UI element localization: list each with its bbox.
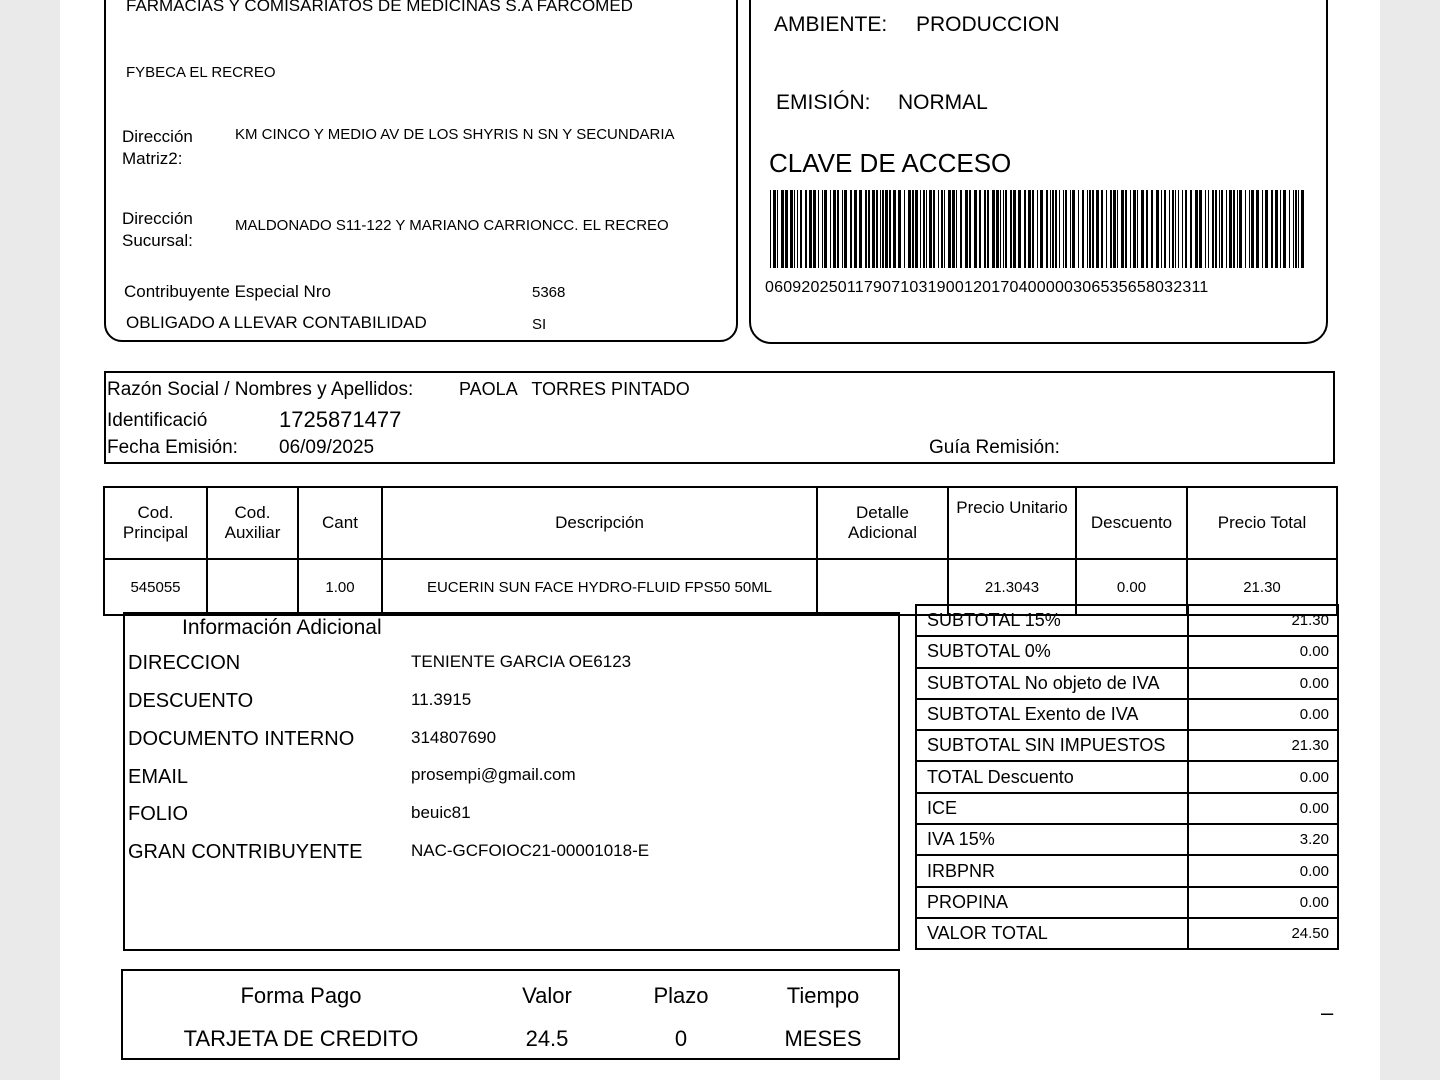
barcode-bar: [1087, 190, 1088, 268]
fecha-emision-value: 06/09/2025: [279, 437, 375, 458]
barcode-bar: [1013, 190, 1016, 268]
barcode-bar: [1298, 190, 1299, 268]
barcode-bar: [1226, 190, 1227, 268]
totals-row: [916, 918, 1338, 949]
barcode-bar: [898, 190, 901, 268]
razon-social-label: Razón Social / Nombres y Apellidos:: [107, 379, 414, 400]
totals-row: [916, 887, 1338, 918]
barcode-bar: [1237, 190, 1238, 268]
totals-label: SUBTOTAL No objeto de IVA: [916, 668, 1188, 699]
barcode-bar: [1156, 190, 1159, 268]
barcode-bar: [920, 190, 921, 268]
barcode-bar: [1096, 190, 1099, 268]
barcode-bar: [1265, 190, 1268, 268]
col-cod-principal: Cod. Principal: [104, 487, 207, 559]
barcode-bar: [824, 190, 827, 268]
barcode-bar: [850, 190, 852, 268]
info-label-documento: DOCUMENTO INTERNO: [128, 728, 355, 750]
barcode-bar: [880, 190, 881, 268]
barcode-bar: [1271, 190, 1273, 268]
razon-social-value: PAOLA TORRES PINTADO: [459, 379, 690, 399]
barcode-bar: [1130, 190, 1131, 268]
barcode-bar: [1208, 190, 1209, 268]
barcode-bar: [1117, 190, 1118, 268]
barcode-bar: [1070, 190, 1071, 268]
barcode-bar: [790, 190, 793, 268]
barcode-bar: [929, 190, 932, 268]
barcode-bar: [1175, 190, 1176, 268]
totals-label: IRBPNR: [916, 855, 1188, 886]
barcode-bar: [822, 190, 823, 268]
barcode-bar: [926, 190, 927, 268]
barcode-bar: [1113, 190, 1116, 268]
barcode-bar: [833, 190, 836, 268]
barcode-bar: [956, 190, 957, 268]
barcode-bar: [915, 190, 918, 268]
barcode-bar: [1205, 190, 1206, 268]
additional-info-box: [123, 612, 900, 951]
barcode-bar: [1072, 190, 1075, 268]
barcode-bar: [1283, 190, 1286, 268]
barcode-bar: [1089, 190, 1091, 268]
barcode-bar: [1101, 190, 1103, 268]
barcode-bar: [1065, 190, 1067, 268]
payment-header-tiempo: Tiempo: [786, 983, 860, 1008]
barcode-bar: [1289, 190, 1290, 268]
barcode-bar: [1092, 190, 1094, 268]
barcode-bar: [1161, 190, 1162, 268]
col-descripcion: Descripción: [382, 487, 817, 559]
contribuyente-value: 5368: [532, 284, 566, 301]
barcode-bar: [1110, 190, 1112, 268]
barcode-bar: [987, 190, 989, 268]
totals-label: ICE: [916, 793, 1188, 824]
payment-tiempo: MESES: [784, 1026, 862, 1051]
barcode-bar: [1010, 190, 1012, 268]
cell-cant: 1.00: [298, 559, 382, 615]
barcode-bar: [1164, 190, 1166, 268]
barcode-bar: [813, 190, 816, 268]
payment-box: [121, 969, 900, 1060]
barcode-bar: [912, 190, 914, 268]
barcode-bar: [872, 190, 875, 268]
barcode-bar: [1295, 190, 1297, 268]
totals-label: SUBTOTAL 0%: [916, 636, 1188, 667]
totals-row: [916, 636, 1338, 667]
dir-matriz-label: Dirección Matriz2:: [122, 127, 193, 168]
totals-label: TOTAL Descuento: [916, 761, 1188, 792]
barcode-bar: [948, 190, 951, 268]
barcode-bar: [1032, 190, 1034, 268]
barcode-bar: [1275, 190, 1278, 268]
totals-row: [916, 730, 1338, 761]
barcode-bar: [1133, 190, 1136, 268]
info-label-email: EMAIL: [128, 766, 189, 788]
barcode-bar: [1280, 190, 1281, 268]
barcode-bar: [923, 190, 925, 268]
barcode-bar: [1146, 190, 1148, 268]
barcode-bar: [969, 190, 971, 268]
payment-plazo: 0: [674, 1026, 688, 1051]
barcode-bar: [1190, 190, 1192, 268]
totals-amount: 0.00: [1188, 699, 1338, 730]
info-label-direccion: DIRECCION: [128, 652, 241, 674]
barcode-bar: [1078, 190, 1079, 268]
page-dash-mark: –: [1321, 1000, 1334, 1025]
totals-label: PROPINA: [916, 887, 1188, 918]
totals-amount: 0.00: [1188, 761, 1338, 792]
barcode-bar: [842, 190, 843, 268]
barcode-bar: [965, 190, 968, 268]
barcode-bar: [1082, 190, 1084, 268]
totals-amount: 0.00: [1188, 887, 1338, 918]
barcode-bar: [1028, 190, 1031, 268]
ambiente-value: PRODUCCION: [916, 13, 1060, 36]
barcode-bar: [809, 190, 812, 268]
barcode-bar: [1199, 190, 1202, 268]
barcode-bar: [773, 190, 776, 268]
barcode-bar: [979, 190, 981, 268]
totals-row: [916, 605, 1338, 636]
col-cant: Cant: [298, 487, 382, 559]
info-value-folio: beuic81: [411, 803, 471, 822]
col-descuento: Descuento: [1076, 487, 1187, 559]
info-label-gran-contribuyente: GRAN CONTRIBUYENTE: [128, 841, 363, 863]
detail-header-row: [104, 487, 1337, 559]
barcode-bar: [893, 190, 896, 268]
barcode-bar: [1256, 190, 1259, 268]
info-label-descuento: DESCUENTO: [128, 690, 254, 712]
contribuyente-label: Contribuyente Especial Nro: [124, 282, 331, 301]
contabilidad-value: SI: [532, 316, 547, 333]
totals-amount: 0.00: [1188, 855, 1338, 886]
detail-table: [103, 486, 1338, 616]
barcode-bar: [1151, 190, 1153, 268]
barcode-bar: [885, 190, 888, 268]
barcode-bar: [1125, 190, 1127, 268]
barcode-bar: [992, 190, 995, 268]
col-cod-auxiliar: Cod. Auxiliar: [207, 487, 298, 559]
barcode-bar: [1000, 190, 1001, 268]
barcode-bar: [1221, 190, 1223, 268]
ambiente-label: AMBIENTE:: [774, 13, 888, 36]
totals-label: SUBTOTAL SIN IMPUESTOS: [916, 730, 1188, 761]
emitter-razon-social: FARMACIAS Y COMISARIATOS DE MEDICINAS S.A FARCOMED: [126, 0, 633, 15]
barcode-bar: [865, 190, 867, 268]
barcode-bar: [1178, 190, 1179, 268]
barcode-bar: [908, 190, 911, 268]
barcode-bar: [1106, 190, 1107, 268]
totals-row: [916, 793, 1338, 824]
barcode-bar: [818, 190, 819, 268]
dir-matriz-value: KM CINCO Y MEDIO AV DE LOS SHYRIS N SN Y SECUNDARIA: [235, 126, 675, 143]
payment-forma: TARJETA DE CREDITO: [183, 1026, 419, 1051]
barcode-bar: [1185, 190, 1187, 268]
barcode-bar: [1052, 190, 1054, 268]
cell-cod-auxiliar: [207, 559, 298, 615]
barcode-bar: [1059, 190, 1060, 268]
col-detalle-adicional: Detalle Adicional: [817, 487, 948, 559]
barcode-bar: [1169, 190, 1170, 268]
info-value-gran-contribuyente: NAC-GCFOIOC21-00001018-E: [411, 841, 650, 860]
barcode-bar: [984, 190, 986, 268]
totals-amount: 3.20: [1188, 824, 1338, 855]
payment-header-plazo: Plazo: [653, 983, 709, 1008]
totals-amount: 0.00: [1188, 636, 1338, 667]
barcode-bar: [1182, 190, 1183, 268]
payment-valor: 24.5: [525, 1026, 569, 1051]
barcode-bar: [1141, 190, 1144, 268]
barcode-bar: [1262, 190, 1263, 268]
barcode-bar: [844, 190, 847, 268]
identificacion-label: Identificació: [107, 410, 208, 431]
totals-amount: 0.00: [1188, 793, 1338, 824]
barcode-bar: [974, 190, 977, 268]
barcode-bar: [1121, 190, 1124, 268]
barcode-bar: [859, 190, 862, 268]
totals-row: [916, 668, 1338, 699]
cell-descripcion: EUCERIN SUN FACE HYDRO-FLUID FPS50 50ML: [382, 559, 817, 615]
barcode-bar: [785, 190, 788, 268]
barcode-bar: [781, 190, 784, 268]
barcode-bar: [805, 190, 807, 268]
emision-label: EMISIÓN:: [776, 91, 871, 114]
barcode-bar: [941, 190, 943, 268]
barcode-bar: [1137, 190, 1138, 268]
totals-amount: 24.50: [1188, 918, 1338, 949]
cell-descuento: 0.00: [1076, 559, 1187, 615]
barcode-bar: [996, 190, 999, 268]
barcode-bar: [952, 190, 955, 268]
barcode-bar: [1229, 190, 1232, 268]
barcode-bar: [797, 190, 798, 268]
totals-row: [916, 855, 1338, 886]
barcode-bar: [904, 190, 905, 268]
totals-label: SUBTOTAL 15%: [916, 605, 1188, 636]
payment-header-forma: Forma Pago: [240, 983, 362, 1008]
dir-sucursal-value: MALDONADO S11-122 Y MARIANO CARRIONCC. EL RECREO: [235, 217, 669, 234]
barcode-bar: [837, 190, 839, 268]
barcode-bar: [854, 190, 857, 268]
totals-label: SUBTOTAL Exento de IVA: [916, 699, 1188, 730]
info-value-direccion: TENIENTE GARCIA OE6123: [411, 652, 632, 671]
info-value-documento: 314807690: [411, 728, 497, 747]
barcode-bar: [1040, 190, 1043, 268]
cell-cod-principal: 545055: [104, 559, 207, 615]
info-label-folio: FOLIO: [128, 803, 189, 825]
fecha-emision-label: Fecha Emisión:: [107, 437, 238, 458]
barcode-bar: [938, 190, 939, 268]
barcode-bar: [1215, 190, 1217, 268]
barcode-bar: [1037, 190, 1038, 268]
cell-precio-unitario: 21.3043: [948, 559, 1076, 615]
barcode-bar: [770, 190, 771, 268]
clave-acceso-value: 0609202501179071031900120170400000306535658032311: [765, 279, 1209, 296]
barcode-bar: [800, 190, 802, 268]
emision-value: NORMAL: [898, 91, 988, 114]
barcode-bar: [868, 190, 870, 268]
totals-label: VALOR TOTAL: [916, 918, 1188, 949]
barcode-bar: [933, 190, 935, 268]
totals-amount: 0.00: [1188, 668, 1338, 699]
barcode-bar: [1195, 190, 1198, 268]
col-precio-total: Precio Total: [1187, 487, 1337, 559]
barcode-bar: [882, 190, 884, 268]
dir-sucursal-label: Dirección Sucursal:: [122, 209, 193, 250]
info-value-email: prosempi@gmail.com: [411, 765, 576, 784]
totals-row: [916, 761, 1338, 792]
totals-amount: 21.30: [1188, 605, 1338, 636]
barcode-bar: [794, 190, 795, 268]
barcode-bar: [1005, 190, 1007, 268]
barcode-bar: [876, 190, 878, 268]
barcode-bar: [1212, 190, 1214, 268]
totals-label: IVA 15%: [916, 824, 1188, 855]
emitter-nombre-comercial: FYBECA EL RECREO: [126, 64, 276, 81]
barcode-bar: [1046, 190, 1048, 268]
info-value-descuento: 11.3915: [411, 690, 472, 709]
barcode-bar: [1219, 190, 1220, 268]
guia-remision-label: Guía Remisión:: [929, 437, 1060, 458]
totals-row: [916, 699, 1338, 730]
barcode-bar: [889, 190, 891, 268]
barcode-bar: [960, 190, 962, 268]
barcode-bar: [1249, 190, 1250, 268]
cell-precio-total: 21.30: [1187, 559, 1337, 615]
barcode-bar: [1050, 190, 1051, 268]
clave-acceso-label: CLAVE DE ACCESO: [769, 148, 1012, 178]
barcode-bar: [1055, 190, 1057, 268]
totals-amount: 21.30: [1188, 730, 1338, 761]
barcode-bar: [1172, 190, 1174, 268]
barcode-bar: [1018, 190, 1021, 268]
payment-header-valor: Valor: [522, 983, 572, 1008]
barcode: [770, 190, 1306, 268]
totals-row: [916, 824, 1338, 855]
barcode-bar: [1301, 190, 1304, 268]
additional-info-title: Información Adicional: [182, 616, 382, 639]
barcode-bar: [1239, 190, 1242, 268]
barcode-bar: [944, 190, 945, 268]
totals-table: [915, 604, 1339, 950]
barcode-bar: [830, 190, 831, 268]
barcode-bar: [1251, 190, 1254, 268]
barcode-bar: [1003, 190, 1004, 268]
barcode-bar: [777, 190, 778, 268]
barcode-bar: [1063, 190, 1064, 268]
barcode-bar: [1293, 190, 1294, 268]
barcode-bar: [1024, 190, 1026, 268]
barcode-bar: [1245, 190, 1246, 268]
contabilidad-label: OBLIGADO A LLEVAR CONTABILIDAD: [126, 313, 427, 332]
col-precio-unitario: Precio Unitario: [948, 487, 1076, 559]
barcode-bar: [1233, 190, 1235, 268]
identificacion-value: 1725871477: [279, 407, 402, 432]
